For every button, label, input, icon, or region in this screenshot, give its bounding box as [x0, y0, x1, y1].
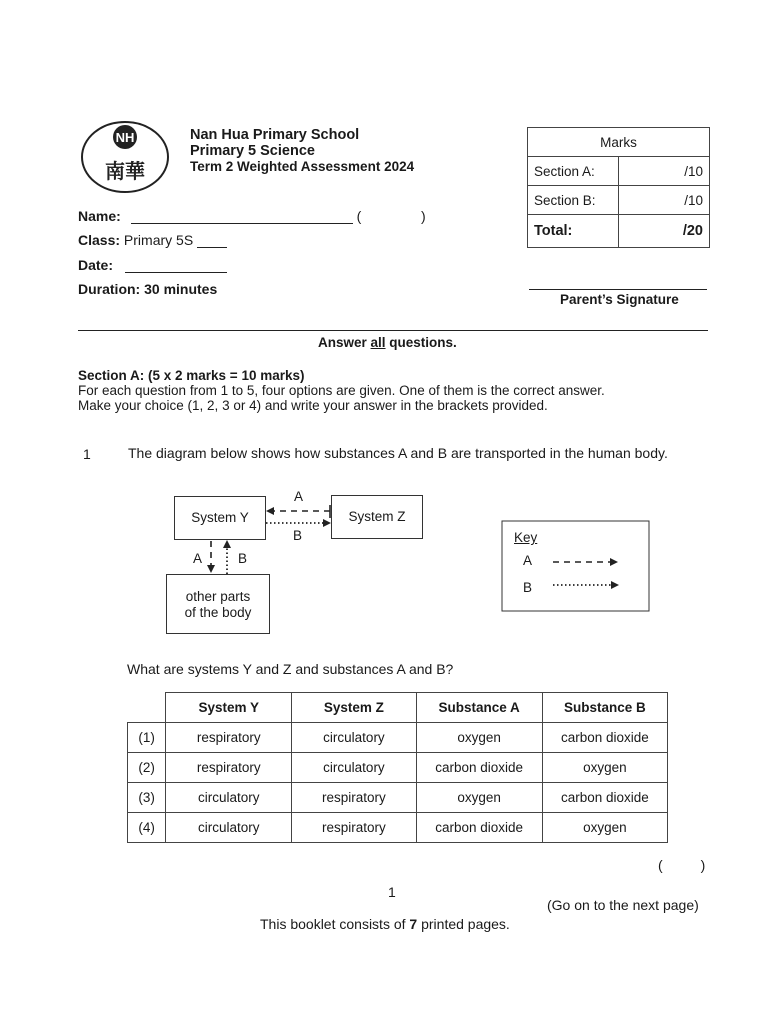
- page-number: 1: [388, 884, 396, 900]
- arrow-b-head: [323, 519, 331, 527]
- key-b-head: [611, 581, 619, 589]
- cell: oxygen: [542, 753, 667, 783]
- assessment-title: Term 2 Weighted Assessment 2024: [190, 159, 415, 174]
- cell: carbon dioxide: [416, 753, 542, 783]
- cell: respiratory: [292, 813, 416, 843]
- cell: circulatory: [166, 813, 292, 843]
- header-substance-b: Substance B: [542, 693, 667, 723]
- key-a-head: [610, 558, 618, 566]
- booklet-page-count: 7: [409, 916, 418, 932]
- answer-paren-open: (: [658, 857, 663, 873]
- option-number: (1): [128, 723, 166, 753]
- header-system-z: System Z: [292, 693, 416, 723]
- booklet-note: This booklet consists of 7 printed pages.: [260, 916, 510, 932]
- option-number: (4): [128, 813, 166, 843]
- class-label: Class:: [78, 232, 121, 248]
- key-b-label: B: [523, 580, 533, 595]
- header-substance-a: Substance A: [416, 693, 542, 723]
- answer-bracket[interactable]: [658, 857, 705, 873]
- cell: respiratory: [166, 753, 292, 783]
- option-number: (2): [128, 753, 166, 783]
- marks-title: Marks: [528, 128, 710, 157]
- label-b-side: B: [238, 551, 248, 566]
- cell: oxygen: [416, 723, 542, 753]
- next-page-note: (Go on to the next page): [547, 897, 699, 913]
- table-row: [128, 753, 668, 783]
- marks-total-label: Total:: [528, 215, 619, 248]
- label-a-top: A: [294, 489, 304, 504]
- cell: carbon dioxide: [542, 723, 667, 753]
- cell: respiratory: [292, 783, 416, 813]
- class-value: Primary 5S: [123, 232, 194, 248]
- cell: circulatory: [292, 723, 416, 753]
- marks-total-value: /20: [619, 215, 710, 248]
- options-table: [127, 692, 668, 843]
- name-label: Name:: [78, 208, 121, 224]
- cell: oxygen: [542, 813, 667, 843]
- answer-all-emphasis: all: [370, 335, 386, 350]
- cell: circulatory: [166, 783, 292, 813]
- marks-section-a-value: /10: [619, 157, 710, 186]
- options-corner: [128, 693, 166, 723]
- answer-paren-close: ): [700, 857, 706, 873]
- key-a-label: A: [523, 553, 533, 568]
- table-row: [128, 723, 668, 753]
- other-parts-line-1: other parts: [185, 589, 251, 604]
- instruction-line-2: Make your choice (1, 2, 3 or 4) and write your answer in the brackets provided.: [78, 398, 548, 413]
- logo-initials: NH: [115, 130, 135, 145]
- cell: carbon dioxide: [416, 813, 542, 843]
- arrow-a-head: [266, 507, 274, 515]
- question-prompt: What are systems Y and Z and substances A and B?: [127, 661, 454, 677]
- cell: respiratory: [166, 723, 292, 753]
- arrow-a-vertical-head: [207, 565, 215, 573]
- marks-section-b-value: /10: [619, 186, 710, 215]
- answer-all-instruction: Answer all questions.: [318, 335, 457, 350]
- cell: carbon dioxide: [542, 783, 667, 813]
- option-number: (3): [128, 783, 166, 813]
- label-a-side: A: [193, 551, 203, 566]
- system-y-box: System Y: [174, 496, 266, 540]
- question-text: The diagram below shows how substances A and B are transported in the human body.: [128, 445, 668, 461]
- cell: circulatory: [292, 753, 416, 783]
- register-paren-close: ): [421, 208, 426, 224]
- key-title: Key: [514, 530, 538, 545]
- table-row: [128, 783, 668, 813]
- logo-chinese-name: 南華: [105, 159, 145, 183]
- cell: oxygen: [416, 783, 542, 813]
- date-label: Date:: [78, 257, 114, 273]
- marks-section-b-label: Section B:: [528, 186, 619, 215]
- arrow-b-vertical-head: [223, 540, 231, 548]
- label-b-top: B: [293, 528, 303, 543]
- system-z-box: System Z: [331, 495, 423, 539]
- instruction-line-1: For each question from 1 to 5, four options are given. One of them is the correct answer.: [78, 383, 605, 398]
- subject-title: Primary 5 Science: [190, 143, 315, 159]
- table-row: [128, 813, 668, 843]
- marks-section-a-label: Section A:: [528, 157, 619, 186]
- school-name: Nan Hua Primary School: [190, 127, 360, 143]
- signature-label: Parent’s Signature: [560, 292, 679, 307]
- section-a-title: Section A: (5 x 2 marks = 10 marks): [78, 368, 305, 383]
- header-system-y: System Y: [166, 693, 292, 723]
- register-paren-open: (: [356, 208, 362, 224]
- duration: Duration: 30 minutes: [78, 281, 218, 297]
- question-number: 1: [83, 446, 91, 462]
- other-parts-line-2: of the body: [184, 605, 252, 620]
